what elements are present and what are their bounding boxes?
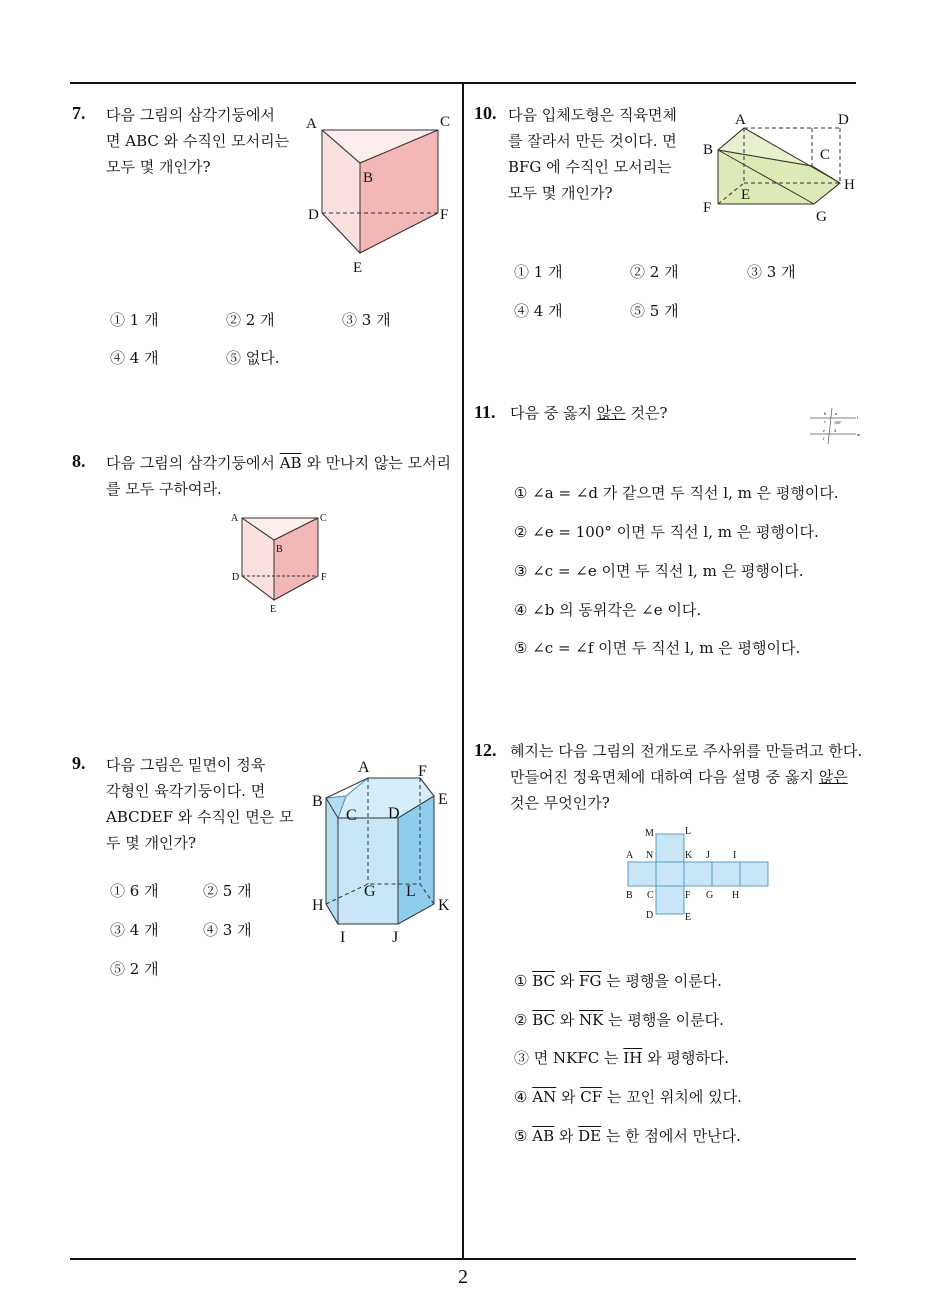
q11-fig-f: f <box>823 436 825 441</box>
q9-label-a: A <box>358 759 370 776</box>
q9-hexprism-figure <box>308 758 458 948</box>
q10-label-b: B <box>703 142 714 158</box>
q7-choice-2[interactable]: ② 2 개 <box>226 311 275 329</box>
q9-choice-1[interactable]: ① 6 개 <box>110 882 159 900</box>
q7-choice-5[interactable]: ⑤ 없다. <box>226 349 280 367</box>
q12-choice-4[interactable]: ④ $\overline{AN}$ 와 $\overline{CF}$ 는 꼬인 위치에 있다. <box>514 1088 742 1106</box>
q8-label-a: A <box>231 513 239 524</box>
q10-line: BFG 에 수직인 모서리는 <box>508 158 672 176</box>
q7-prism-figure <box>300 108 470 278</box>
q10-line: 를 잘라서 만든 것이다. 면 <box>508 132 677 150</box>
q9-label-c: C <box>346 807 357 824</box>
q9-label-e: E <box>438 791 448 808</box>
q9-label-j: J <box>392 929 399 946</box>
q9-label-g: G <box>364 883 376 900</box>
q9-label-d: D <box>388 805 400 822</box>
q11-fig-d: d <box>834 428 837 433</box>
q12-net-c: C <box>647 890 654 901</box>
q8-question <box>106 450 451 502</box>
q9-label-k: K <box>438 897 450 914</box>
q9-label-h: H <box>312 897 324 914</box>
q8-label-f: F <box>321 572 327 583</box>
q7-label-e: E <box>353 260 363 276</box>
q11-fig-e: e <box>823 428 825 433</box>
q7-line: 다음 그림의 삼각기둥에서 <box>106 106 275 124</box>
q10-wedge-figure <box>700 108 870 228</box>
q9-choice-5[interactable]: ⑤ 2 개 <box>110 960 159 978</box>
q7-choice-4[interactable]: ④ 4 개 <box>110 349 159 367</box>
q11-choice-3[interactable]: ③ ∠c = ∠e 이면 두 직선 l, m 은 평행이다. <box>514 562 804 580</box>
q12-line-1: 혜지는 다음 그림의 전개도로 주사위를 만들려고 한다. <box>510 742 863 760</box>
q11-choice-1[interactable]: ① ∠a = ∠d 가 같으면 두 직선 l, m 은 평행이다. <box>514 484 839 502</box>
q11-fig-angle: 100° <box>834 420 842 425</box>
q11-fig-m: m <box>857 432 861 437</box>
q11-choice-4[interactable]: ④ ∠b 의 동위각은 ∠e 이다. <box>514 601 702 619</box>
page-number: 2 <box>458 1266 468 1288</box>
q10-choice-2[interactable]: ② 2 개 <box>630 263 679 281</box>
q12-net-b: B <box>626 890 633 901</box>
q12-choice-2[interactable]: ② $\overline{BC}$ 와 $\overline{NK}$ 는 평행을 이룬다. <box>514 1011 724 1029</box>
q9-label-i: I <box>340 929 346 946</box>
q11-choice-5[interactable]: ⑤ ∠c = ∠f 이면 두 직선 l, m 은 평행이다. <box>514 639 801 657</box>
q8-label-c: C <box>320 513 327 524</box>
q10-label-d: D <box>838 112 849 128</box>
q10-line: 다음 입체도형은 직육면체 <box>508 106 677 124</box>
q9-choice-3[interactable]: ③ 4 개 <box>110 921 159 939</box>
q7-number: 7. <box>72 103 86 123</box>
q9-line: 다음 그림은 밑면이 정육 <box>106 756 266 774</box>
q12-net-f: F <box>685 890 691 901</box>
q8-segment: $\overline{AB}$ <box>279 454 302 472</box>
q10-question <box>508 102 677 206</box>
q12-line-3: 것은 무엇인가? <box>510 794 610 812</box>
q7-label-a: A <box>306 116 317 132</box>
q7-label-b: B <box>363 170 374 186</box>
bottom-rule <box>70 1258 856 1260</box>
q7-label-f: F <box>440 207 449 223</box>
q10-line: 모두 몇 개인가? <box>508 184 613 202</box>
q8-label-e: E <box>270 604 277 615</box>
q12-net-j: J <box>706 850 710 861</box>
q10-label-c: C <box>820 147 831 163</box>
q9-choice-4[interactable]: ④ 3 개 <box>203 921 252 939</box>
q10-choice-5[interactable]: ⑤ 5 개 <box>630 302 679 320</box>
q11-parallel-lines-figure <box>810 406 862 446</box>
q10-choice-4[interactable]: ④ 4 개 <box>514 302 563 320</box>
q12-net-k: K <box>685 850 693 861</box>
q12-net-d: D <box>646 910 654 921</box>
q7-line: 모두 몇 개인가? <box>106 158 211 176</box>
q9-label-f: F <box>418 763 427 780</box>
q7-label-d: D <box>308 207 319 223</box>
q8-prism-figure <box>230 510 340 620</box>
q12-choice-5[interactable]: ⑤ $\overline{AB}$ 와 $\overline{DE}$ 는 한 점에서 만난다. <box>514 1127 741 1145</box>
q12-net-g: G <box>706 890 714 901</box>
q10-label-h: H <box>844 177 855 193</box>
q7-question <box>106 102 289 180</box>
q7-label-c: C <box>440 114 451 130</box>
q12-net-i: I <box>733 850 737 861</box>
q11-question: 다음 중 옳지 않은 것은? <box>510 404 668 422</box>
q10-label-e: E <box>741 187 751 203</box>
q7-choice-3[interactable]: ③ 3 개 <box>342 311 391 329</box>
q9-line: ABCDEF 와 수직인 면은 모 <box>106 808 294 826</box>
q8-line-1: 다음 그림의 삼각기둥에서 $\overline{AB}$ 와 만나지 않는 모서리 <box>106 454 452 472</box>
q11-choice-2[interactable]: ② ∠e = 100° 이면 두 직선 l, m 은 평행이다. <box>514 523 819 541</box>
q12-net-l: L <box>685 826 692 837</box>
q11-fig-a: a <box>835 411 837 416</box>
q8-line-2: 를 모두 구하여라. <box>106 480 222 498</box>
q10-choice-1[interactable]: ① 1 개 <box>514 263 563 281</box>
q8-number: 8. <box>72 451 86 471</box>
q11-number: 11. <box>474 402 496 422</box>
q10-choice-3[interactable]: ③ 3 개 <box>747 263 796 281</box>
q12-emphasis: 않은 <box>818 768 848 786</box>
q12-net-n: N <box>646 850 654 861</box>
q12-net-m: M <box>645 828 654 839</box>
q12-net-a: A <box>626 850 634 861</box>
q11-fig-b: b <box>824 411 827 416</box>
q12-cube-net-figure <box>624 824 774 924</box>
q12-number: 12. <box>474 740 497 760</box>
q11-fig-l: l <box>857 415 859 420</box>
q9-label-l: L <box>406 883 416 900</box>
q12-choice-1[interactable]: ① $\overline{BC}$ 와 $\overline{FG}$ 는 평행을 이룬다. <box>514 972 722 990</box>
q10-label-f: F <box>703 200 712 216</box>
q10-number: 10. <box>474 103 497 123</box>
q12-line-2: 만들어진 정육면체에 대하여 다음 설명 중 옳지 않은 <box>510 768 848 786</box>
q10-label-g: G <box>816 209 827 225</box>
q11-emphasis: 않은 <box>596 404 626 422</box>
q9-label-b: B <box>312 793 323 810</box>
q12-net-e: E <box>685 912 692 923</box>
q9-line: 각형인 육각기둥이다. 면 <box>106 782 266 800</box>
q11-fig-c: c <box>824 419 826 424</box>
q12-net-h: H <box>732 890 740 901</box>
q9-question <box>106 752 294 856</box>
q9-line: 두 몇 개인가? <box>106 834 197 852</box>
q10-label-a: A <box>735 112 746 128</box>
q7-choice-1[interactable]: ① 1 개 <box>110 311 159 329</box>
q12-question <box>510 738 862 816</box>
q12-choice-3[interactable]: ③ 면 NKFC 는 $\overline{IH}$ 와 평행하다. <box>514 1049 730 1067</box>
q9-number: 9. <box>72 753 86 773</box>
q9-choice-2[interactable]: ② 5 개 <box>203 882 252 900</box>
q8-label-d: D <box>232 572 240 583</box>
q7-line: 면 ABC 와 수직인 모서리는 <box>106 132 290 150</box>
q8-label-b: B <box>276 544 283 555</box>
